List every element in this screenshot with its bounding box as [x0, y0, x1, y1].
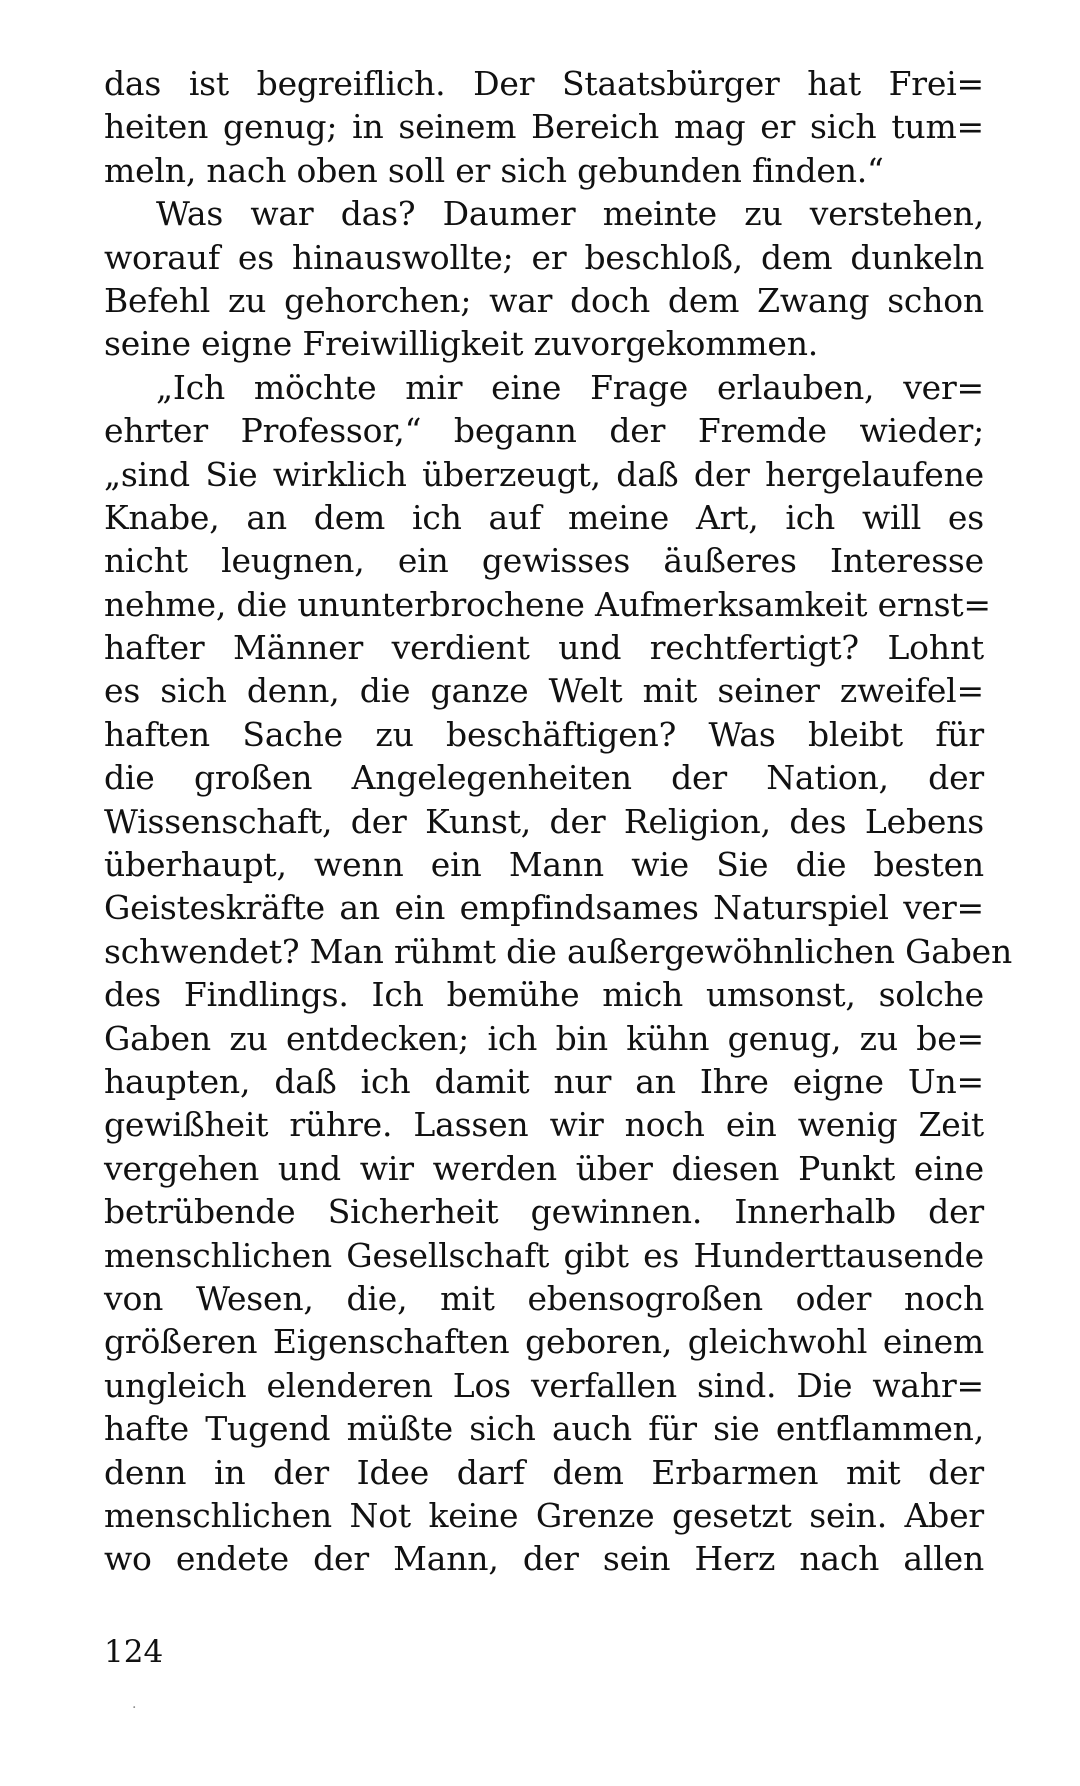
text-line: menschlichen Not keine Grenze gesetzt sein. Aber: [104, 1495, 984, 1535]
text-line: vergehen und wir werden über diesen Punkt eine: [104, 1148, 984, 1188]
text-line: wo endete der Mann, der sein Herz nach allen: [104, 1539, 984, 1579]
text-line: haupten, daß ich damit nur an Ihre eigne Un=: [104, 1061, 984, 1101]
text-line: betrübende Sicherheit gewinnen. Innerhalb der: [104, 1192, 984, 1232]
text-line: nicht leugnen, ein gewisses äußeres Interesse: [104, 541, 984, 581]
paper-speck: ·: [132, 1700, 137, 1716]
text-line: seine eigne Freiwilligkeit zuvorgekommen.: [104, 324, 819, 364]
text-line: hafte Tugend müßte sich auch für sie entflammen,: [104, 1409, 984, 1449]
text-line: es sich denn, die ganze Welt mit seiner zweifel=: [104, 671, 984, 711]
text-line: hafter Männer verdient und rechtfertigt? Lohnt: [104, 628, 984, 668]
text-line: „sind Sie wirklich überzeugt, daß der hergelaufene: [104, 454, 984, 494]
text-line: überhaupt, wenn ein Mann wie Sie die besten: [104, 845, 984, 885]
page-number: 124: [104, 1634, 164, 1670]
text-line: Knabe, an dem ich auf meine Art, ich will es: [104, 497, 984, 537]
text-line: Gaben zu entdecken; ich bin kühn genug, zu be=: [104, 1018, 984, 1058]
text-line: Geisteskräfte an ein empfindsames Naturspiel ver=: [104, 888, 984, 928]
text-line: worauf es hinauswollte; er beschloß, dem dunkeln: [104, 237, 984, 277]
text-line: nehme, die ununterbrochene Aufmerksamkeit ernst=: [104, 584, 991, 624]
text-line: ungleich elenderen Los verfallen sind. Die wahr=: [104, 1365, 984, 1405]
text-line: größeren Eigenschaften geboren, gleichwohl einem: [104, 1322, 984, 1362]
text-line: Befehl zu gehorchen; war doch dem Zwang schon: [104, 280, 984, 320]
body-text: [104, 62, 1013, 1581]
text-line: „Ich möchte mir eine Frage erlauben, ver=: [156, 367, 984, 407]
text-line: die großen Angelegenheiten der Nation, der: [104, 758, 984, 798]
text-line: menschlichen Gesellschaft gibt es Hunderttausende: [104, 1235, 984, 1275]
text-line: von Wesen, die, mit ebensogroßen oder noch: [104, 1278, 984, 1318]
text-line: Was war das? Daumer meinte zu verstehen,: [156, 194, 984, 234]
text-line: heiten genug; in seinem Bereich mag er sich tum=: [104, 107, 984, 147]
text-line: schwendet? Man rühmt die außergewöhnlichen Gaben: [104, 931, 1013, 971]
text-line: das ist begreiflich. Der Staatsbürger hat Frei=: [104, 64, 984, 103]
text-line: denn in der Idee darf dem Erbarmen mit der: [104, 1452, 984, 1492]
text-line: meln, nach oben soll er sich gebunden finden.“: [104, 150, 884, 190]
text-line: des Findlings. Ich bemühe mich umsonst, solche: [104, 975, 984, 1015]
text-line: ehrter Professor,“ begann der Fremde wieder;: [104, 411, 984, 451]
text-line: Wissenschaft, der Kunst, der Religion, des Lebens: [104, 801, 984, 841]
text-line: haften Sache zu beschäftigen? Was bleibt für: [104, 714, 984, 754]
text-line: gewißheit rühre. Lassen wir noch ein wenig Zeit: [104, 1105, 984, 1145]
